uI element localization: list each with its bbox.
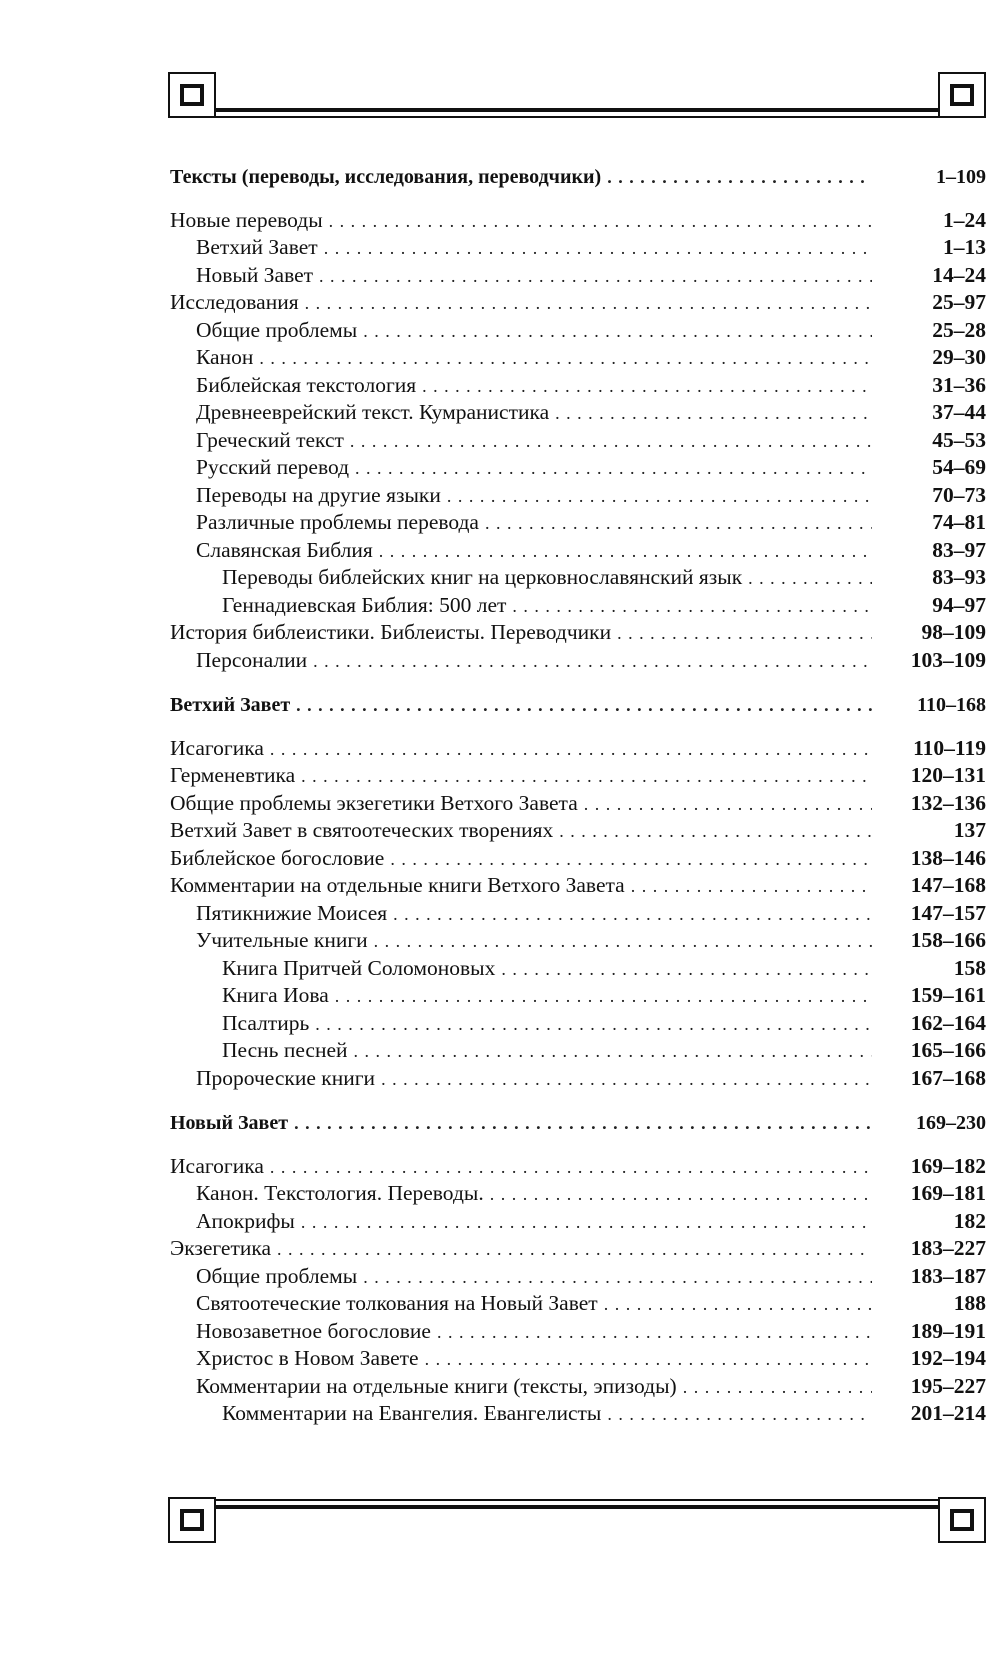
toc-page-range: 158–166 (910, 928, 986, 952)
toc-entry-label: Новый Завет (196, 262, 319, 290)
toc-page-range: 137 (953, 818, 986, 842)
toc-entry-label: Христос в Новом Завете (196, 1345, 425, 1373)
leader-dots (277, 1236, 872, 1264)
leader-dots (301, 763, 872, 791)
toc-entry-label: Комментарии на отдельные книги Ветхого Завета (170, 872, 631, 900)
leader-dots (683, 1374, 872, 1402)
toc-entry[interactable] (170, 735, 986, 763)
leader-dots (301, 1209, 872, 1237)
leader-dots (319, 263, 872, 291)
toc-entry-label: Славянская Библия (196, 537, 379, 565)
leader-dots (559, 818, 872, 846)
toc-page-range: 74–81 (932, 510, 986, 534)
toc-entry-label: Пятикнижие Моисея (196, 900, 393, 928)
toc-entry-label: Книга Иова (222, 982, 335, 1010)
leader-dots (604, 1291, 872, 1319)
leader-dots (501, 956, 872, 984)
toc-page-range: 70–73 (932, 482, 986, 507)
toc-entry[interactable] (170, 762, 986, 790)
toc-entry-label: Общие проблемы (196, 317, 363, 345)
toc-entry-label: Общие проблемы (196, 1263, 363, 1291)
toc-page-range: 167–168 (910, 1065, 986, 1090)
toc-entry-label: Древнееврейский текст. Кумранистика (196, 399, 555, 427)
toc-entry-label: Персоналии (196, 647, 313, 675)
toc-entry[interactable] (170, 1318, 986, 1346)
leader-dots (381, 1066, 872, 1094)
leader-dots (355, 455, 872, 483)
toc-entry[interactable] (170, 289, 986, 317)
toc-page-range: 158 (953, 955, 986, 980)
toc-page-range: 1–109 (936, 166, 986, 188)
leader-dots (270, 736, 872, 764)
toc-entry[interactable] (170, 537, 986, 565)
toc-entry[interactable] (170, 207, 986, 235)
toc-page-range: 159–161 (910, 983, 986, 1007)
toc-page-range: 169–230 (916, 1112, 986, 1134)
leader-dots (305, 290, 872, 318)
toc-entry[interactable] (170, 1208, 986, 1236)
toc-entry[interactable] (170, 399, 986, 427)
toc-page-range: 110–119 (913, 735, 986, 760)
toc-entry-label: Экзегетика (170, 1235, 277, 1263)
toc-entry-label: Ветхий Завет в святоотеческих творениях (170, 817, 559, 845)
leader-dots (390, 846, 872, 874)
toc-entry[interactable] (170, 262, 986, 290)
toc-entry-label: Греческий текст (196, 427, 350, 455)
toc-entry-label: Геннадиевская Библия: 500 лет (222, 592, 512, 620)
leader-dots (512, 593, 872, 621)
toc-entry[interactable] (170, 647, 986, 675)
toc-entry[interactable] (170, 1180, 986, 1208)
toc-page-range: 25–97 (932, 290, 986, 314)
toc-entry[interactable] (170, 372, 986, 400)
toc-entry-label: Комментарии на Евангелия. Евангелисты (222, 1400, 607, 1428)
leader-dots (584, 791, 872, 819)
toc-page-range: 103–109 (910, 647, 986, 672)
toc-page-range: 201–214 (910, 1401, 986, 1425)
leader-dots (748, 565, 872, 593)
leader-dots (296, 692, 872, 720)
toc-entry[interactable] (170, 454, 986, 482)
toc-page-range: 45–53 (932, 427, 986, 452)
toc-entry[interactable] (170, 1263, 986, 1291)
toc-page-range: 147–157 (910, 900, 986, 925)
toc-heading-label: Ветхий Завет (170, 692, 296, 720)
toc-entry[interactable] (170, 1153, 986, 1181)
toc-page-range: 83–93 (932, 565, 986, 589)
leader-dots (422, 373, 872, 401)
toc-page-range: 29–30 (932, 345, 986, 369)
leader-dots (607, 164, 872, 192)
toc-page-range: 132–136 (910, 790, 986, 815)
leader-dots (490, 1181, 872, 1209)
toc-entry-label: Новые переводы (170, 207, 329, 235)
toc-page-range: 110–168 (917, 694, 986, 716)
toc-page-range: 195–227 (910, 1373, 986, 1398)
toc-entry[interactable] (170, 900, 986, 928)
toc-page-range: 188 (953, 1291, 986, 1315)
toc-entry-label: Пророческие книги (196, 1065, 381, 1093)
toc-entry-label: Герменевтика (170, 762, 301, 790)
toc-entry[interactable] (170, 509, 986, 537)
toc-entry[interactable] (170, 1400, 986, 1428)
toc-page-range: 94–97 (932, 592, 986, 617)
toc-page-range: 192–194 (910, 1346, 986, 1370)
leader-dots (259, 345, 872, 373)
leader-dots (379, 538, 872, 566)
toc-entry[interactable] (170, 1373, 986, 1401)
toc-entry-label: Исследования (170, 289, 305, 317)
toc-entry-label: Русский перевод (196, 454, 355, 482)
toc-page-range: 182 (953, 1208, 986, 1233)
toc-page-range: 37–44 (932, 400, 986, 424)
toc-entry-label: Исагогика (170, 735, 270, 763)
toc-page-range: 98–109 (921, 620, 986, 644)
leader-dots (363, 318, 872, 346)
toc-entry[interactable] (170, 482, 986, 510)
toc-section-heading[interactable] (170, 1110, 986, 1138)
toc-page-range: 138–146 (910, 845, 986, 870)
toc-entry[interactable] (170, 234, 986, 262)
toc-entry[interactable] (170, 1235, 986, 1263)
ornament-square-right (938, 1497, 986, 1543)
toc-section-heading[interactable] (170, 164, 986, 192)
toc-entry[interactable] (170, 817, 986, 845)
toc-page-range: 25–28 (932, 317, 986, 342)
toc-entry[interactable] (170, 1290, 986, 1318)
toc-entry-label: Новозаветное богословие (196, 1318, 437, 1346)
toc-page-range: 31–36 (932, 372, 986, 397)
leader-dots (270, 1154, 872, 1182)
toc-entry-label: Песнь песней (222, 1037, 354, 1065)
toc-entry-label: Учительные книги (196, 927, 374, 955)
toc-page-range: 169–182 (910, 1153, 986, 1178)
toc-entry-label: Псалтирь (222, 1010, 315, 1038)
ornament-rule (168, 116, 986, 118)
toc-entry-label: Библейская текстология (196, 372, 422, 400)
toc-entry-label: Исагогика (170, 1153, 270, 1181)
ornament-rule (168, 1505, 986, 1509)
toc-entry-label: Канон. Текстология. Переводы. (196, 1180, 490, 1208)
toc-page-range: 14–24 (932, 262, 986, 287)
ornament-square-left (168, 1497, 216, 1543)
toc-page-range: 54–69 (932, 455, 986, 479)
leader-dots (447, 483, 872, 511)
toc-page-range: 147–168 (910, 873, 986, 897)
toc-entry[interactable] (170, 317, 986, 345)
leader-dots (393, 901, 872, 929)
toc-page-range: 183–227 (910, 1236, 986, 1260)
leader-dots (363, 1264, 872, 1292)
ornament-rule (168, 1499, 986, 1501)
toc-entry-label: История библеистики. Библеисты. Переводчики (170, 619, 617, 647)
toc-entry-label: Библейское богословие (170, 845, 390, 873)
table-of-contents (170, 164, 986, 1428)
ornament-square-right (938, 72, 986, 118)
toc-entry-label: Апокрифы (196, 1208, 301, 1236)
toc-entry-label: Общие проблемы экзегетики Ветхого Завета (170, 790, 584, 818)
toc-entry[interactable] (170, 927, 986, 955)
leader-dots (313, 648, 872, 676)
leader-dots (617, 620, 872, 648)
toc-entry[interactable] (170, 1010, 986, 1038)
leader-dots (437, 1319, 872, 1347)
toc-section-heading[interactable] (170, 692, 986, 720)
toc-entry[interactable] (170, 427, 986, 455)
toc-entry[interactable] (170, 1037, 986, 1065)
leader-dots (294, 1110, 872, 1138)
toc-entry-label: Канон (196, 344, 259, 372)
toc-entry-label: Святоотеческие толкования на Новый Завет (196, 1290, 604, 1318)
ornament-rule (168, 108, 986, 112)
toc-page-range: 1–24 (943, 207, 986, 232)
toc-page-range: 162–164 (910, 1010, 986, 1035)
toc-page-range: 1–13 (943, 235, 986, 259)
leader-dots (485, 510, 872, 538)
toc-entry[interactable] (170, 845, 986, 873)
leader-dots (324, 235, 872, 263)
leader-dots (315, 1011, 872, 1039)
toc-entry[interactable] (170, 592, 986, 620)
leader-dots (425, 1346, 872, 1374)
toc-entry-label: Ветхий Завет (196, 234, 324, 262)
toc-entry[interactable] (170, 955, 986, 983)
leader-dots (350, 428, 872, 456)
toc-page-range: 169–181 (910, 1181, 986, 1205)
toc-heading-label: Тексты (переводы, исследования, переводчики) (170, 164, 607, 192)
toc-heading-label: Новый Завет (170, 1110, 294, 1138)
toc-entry-label: Переводы библейских книг на церковнославянский язык (222, 564, 748, 592)
toc-page-range: 83–97 (932, 537, 986, 562)
ornament-square-left (168, 72, 216, 118)
leader-dots (374, 928, 872, 956)
toc-entry-label: Комментарии на отдельные книги (тексты, эпизоды) (196, 1373, 683, 1401)
toc-page-range: 120–131 (910, 763, 986, 787)
toc-entry[interactable] (170, 564, 986, 592)
leader-dots (607, 1401, 872, 1429)
toc-entry[interactable] (170, 1065, 986, 1093)
toc-entry-label: Книга Притчей Соломоновых (222, 955, 501, 983)
leader-dots (329, 208, 872, 236)
top-ornament (168, 72, 986, 120)
leader-dots (354, 1038, 872, 1066)
toc-entry-label: Различные проблемы перевода (196, 509, 485, 537)
leader-dots (555, 400, 872, 428)
toc-page-range: 183–187 (910, 1263, 986, 1288)
toc-entry-label: Переводы на другие языки (196, 482, 447, 510)
toc-page-range: 189–191 (910, 1318, 986, 1343)
bottom-ornament (168, 1497, 986, 1545)
toc-entry[interactable] (170, 872, 986, 900)
leader-dots (631, 873, 872, 901)
toc-entry[interactable] (170, 619, 986, 647)
leader-dots (335, 983, 872, 1011)
toc-entry[interactable] (170, 1345, 986, 1373)
toc-entry[interactable] (170, 790, 986, 818)
toc-entry[interactable] (170, 344, 986, 372)
toc-entry[interactable] (170, 982, 986, 1010)
toc-page-range: 165–166 (910, 1038, 986, 1062)
